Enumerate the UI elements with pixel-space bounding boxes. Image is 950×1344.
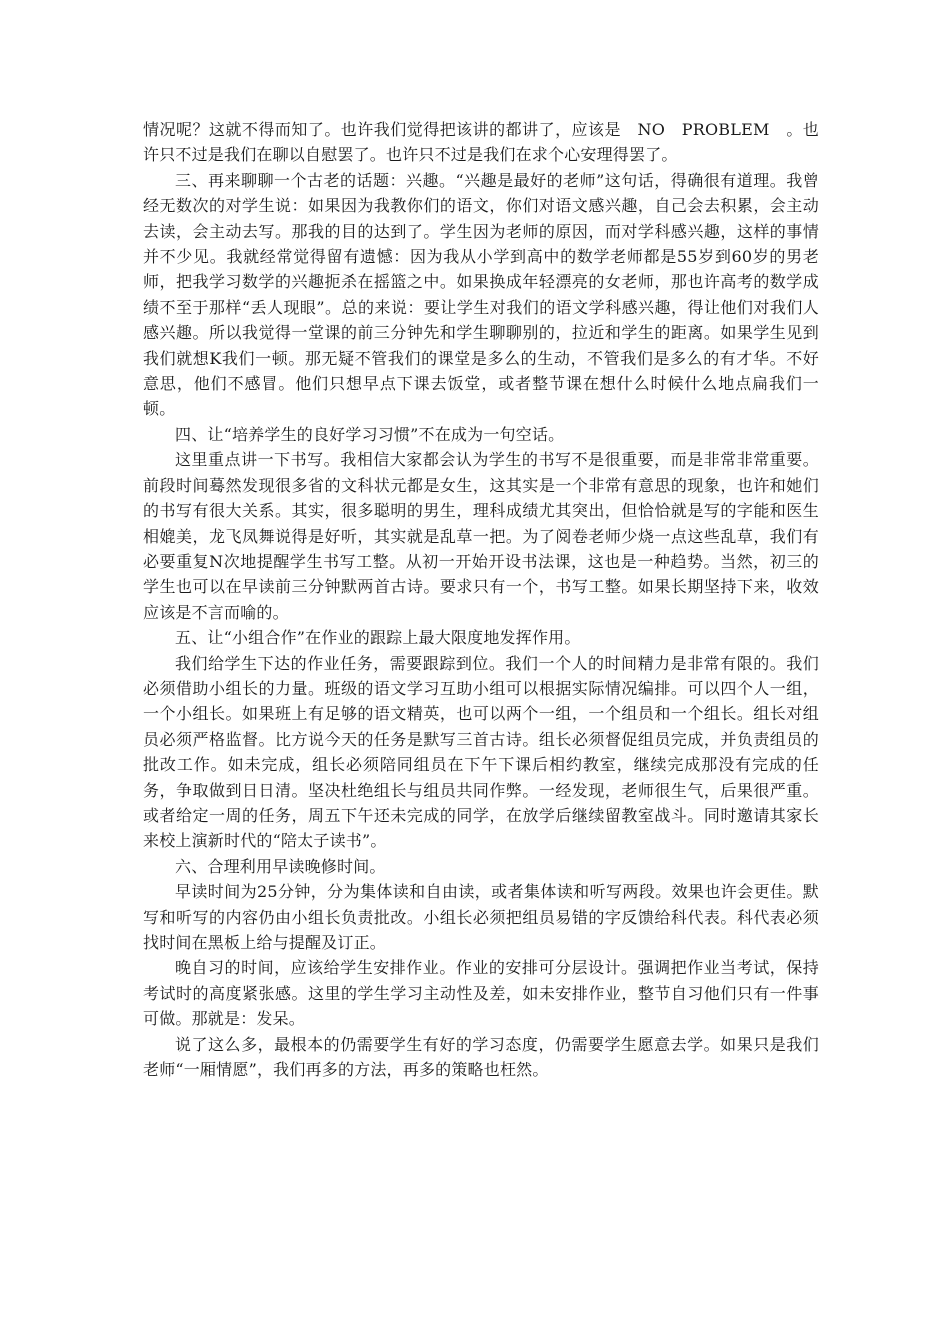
document-body — [143, 117, 819, 1082]
paragraph-morning-reading: 早读时间为25分钟，分为集体读和自由读，或者集体读和听写两段。效果也许会更佳。默写和听写的内容仍由小组长负责批改。小组长必须把组员易错的字反馈给科代表。科代表必须找时间在黑板上给与提醒及订正。 — [143, 882, 819, 952]
heading-study-habits: 四、让“培养学生的良好学习习惯”不在成为一句空话。 — [175, 424, 565, 444]
paragraph-continuation: 情况呢？这就不得而知了。也许我们觉得把该讲的都讲了，应该是 NO PROBLEM 。也许只不过是我们在聊以自慰罢了。也许只不过是我们在求个心安理得罢了。 — [143, 120, 819, 165]
paragraph-evening-study: 晚自习的时间，应该给学生安排作业。作业的安排可分层设计。强调把作业当考试，保持考试时的高度紧张感。这里的学生学习主动性及差，如未安排作业，整节自习他们只有一件事可做。那就是：发呆。 — [143, 958, 819, 1029]
paragraph-interest: 三、再来聊聊一个古老的话题：兴趣。“兴趣是最好的老师”这句话，得确很有道理。我曾经无数次的对学生说：如果因为我教你们的语文，你们对语文感兴趣，自己会去积累，会主动去读，会主动去写。那我的目的达到了。学生因为老师的原因，而对学科感兴趣，这样的事情并不少见。我就经常觉得留有遗憾：因为我从小学到高中的数学老师都是55岁到60岁的男老师，把我学习数学的兴趣扼杀在摇篮之中。如果换成年轻漂亮的女老师，那也许高考的数学成绩不至于那样“丢人现眼”。总的来说：要让学生对我们的语文学科感兴趣，得让他们对我们人感兴趣。所以我觉得一堂课的前三分钟先和学生聊聊别的，拉近和学生的距离。如果学生见到我们就想K我们一顿。那无疑不管我们的课堂是多么的生动，不管我们是多么的有才华。不好意思，他们不感冒。他们只想早点下课去饭堂，或者整节课在想什么时候什么地点扁我们一顿。 — [143, 170, 819, 419]
heading-group-cooperation: 五、让“小组合作”在作业的跟踪上最大限度地发挥作用。 — [175, 628, 581, 648]
heading-morning-evening: 六、合理利用早读晚修时间。 — [175, 856, 386, 876]
paragraph-conclusion: 说了这么多，最根本的仍需要学生有好的学习态度，仍需要学生愿意去学。如果只是我们老师“一厢情愿”，我们再多的方法，再多的策略也枉然。 — [143, 1034, 819, 1080]
paragraph-handwriting: 这里重点讲一下书写。我相信大家都会认为学生的书写不是很重要，而是非常非常重要。前段时间蓦然发现很多省的文科状元都是女生，这其实是一个非常有意思的现象，也许和她们的书写有很大关系。其实，很多聪明的男生，理科成绩尤其突出，但恰恰就是写的字能和医生相媲美，龙飞凤舞说得是好听，其实就是乱草一把。为了阅卷老师少烧一点这些乱草，我们有必要重复N次地提醒学生书写工整。从初一开始开设书法课，这也是一种趋势。当然，初三的学生也可以在早读前三分钟默两首古诗。要求只有一个，书写工整。如果长期坚持下来，收效应该是不言而喻的。 — [143, 450, 819, 622]
paragraph-group-tracking: 我们给学生下达的作业任务，需要跟踪到位。我们一个人的时间精力是非常有限的。我们必须借助小组长的力量。班级的语文学习互助小组可以根据实际情况编排。可以四个人一组，一个小组长。如果班上有足够的语文精英，也可以两个一组，一个组员和一个组长。组长对组员必须严格监督。比方说今天的任务是默写三首古诗。组长必须督促组员完成，并负责组员的批改工作。如未完成，组长必须陪同组员在下午下课后相约教室，继续完成那没有完成的任务，争取做到日日清。坚决杜绝组长与组员共同作弊。一经发现，老师很生气，后果很严重。或者给定一周的任务，周五下午还未完成的同学，在放学后继续留教室战斗。同时邀请其家长来校上演新时代的“陪太子读书”。 — [143, 653, 819, 851]
